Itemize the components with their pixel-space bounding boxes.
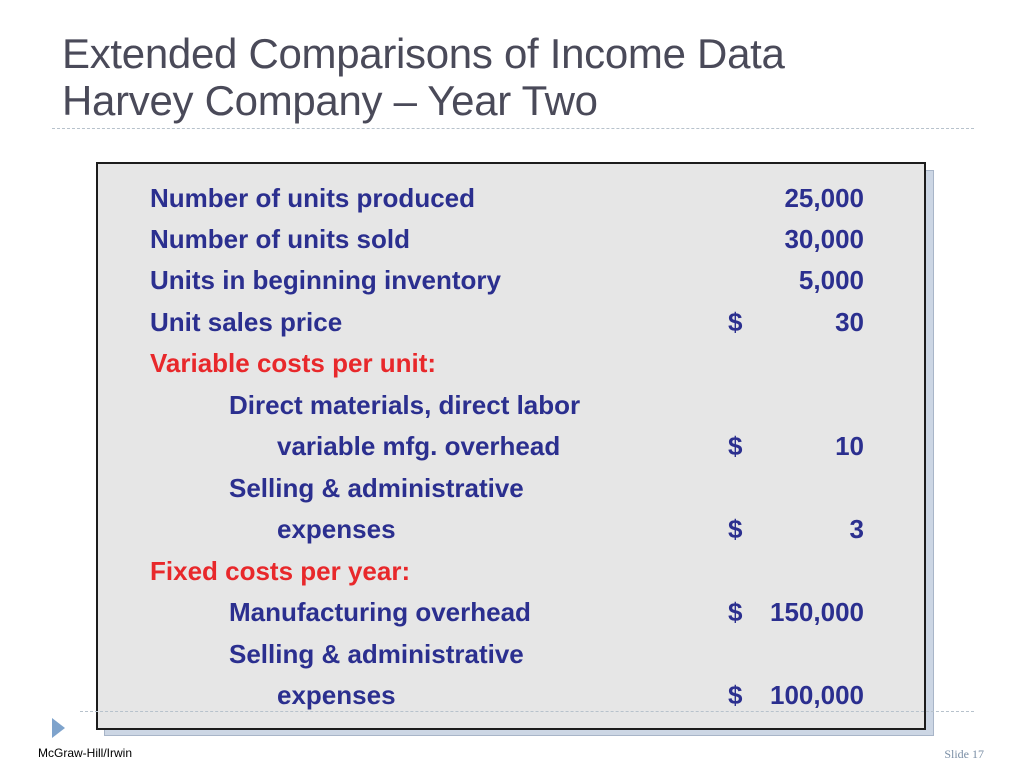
table-row-variable-mfg-overhead [98,428,924,464]
row-dollar-sign: $ [728,307,743,337]
row-label: expenses [277,514,396,544]
triangle-right-icon [52,718,65,738]
row-value: 100,000 [770,680,864,710]
row-label: variable mfg. overhead [277,431,561,461]
row-label: Units in beginning inventory [150,265,501,295]
table-row-fixed-selling-admin [98,636,924,672]
slide-number: Slide 17 [944,747,984,761]
footer-publisher: McGraw-Hill/Irwin [38,746,132,760]
row-label: Manufacturing overhead [229,597,531,627]
row-value: 5,000 [798,265,864,295]
row-dollar-sign: $ [728,514,743,544]
footer-divider [80,711,974,712]
row-value: 10 [835,431,864,461]
row-label: Selling & administrative [229,639,524,669]
table-row-beginning-inventory [98,262,924,298]
row-value: 30,000 [784,224,864,254]
income-data-table [96,162,926,730]
row-value: 25,000 [784,183,864,213]
row-label: expenses [277,680,396,710]
row-label: Fixed costs per year: [150,556,411,586]
row-label: Unit sales price [150,307,343,337]
table-row-units-produced [98,180,924,216]
section-heading-variable-costs [98,345,924,381]
table-row-manufacturing-overhead [98,594,924,630]
table-row-direct-materials [98,387,924,423]
slide-title-line-1: Extended Comparisons of Income Data [62,30,785,77]
row-label: Number of units sold [150,224,410,254]
row-label: Variable costs per unit: [150,348,437,378]
row-value: 30 [835,307,864,337]
row-label: Number of units produced [150,183,475,213]
table-row-units-sold [98,221,924,257]
slide-title [62,30,785,124]
table-row-variable-selling-admin [98,470,924,506]
row-dollar-sign: $ [728,680,743,710]
row-value: 150,000 [770,597,864,627]
row-dollar-sign: $ [728,597,743,627]
table-row-unit-sales-price [98,304,924,340]
table-row-variable-expenses [98,511,924,547]
row-dollar-sign: $ [728,431,743,461]
row-value: 3 [849,514,864,544]
section-heading-fixed-costs [98,553,924,589]
row-label: Direct materials, direct labor [229,390,581,420]
table-row-fixed-expenses [98,677,924,713]
title-divider [52,128,974,129]
slide-title-line-2: Harvey Company – Year Two [62,77,598,124]
row-label: Selling & administrative [229,473,524,503]
